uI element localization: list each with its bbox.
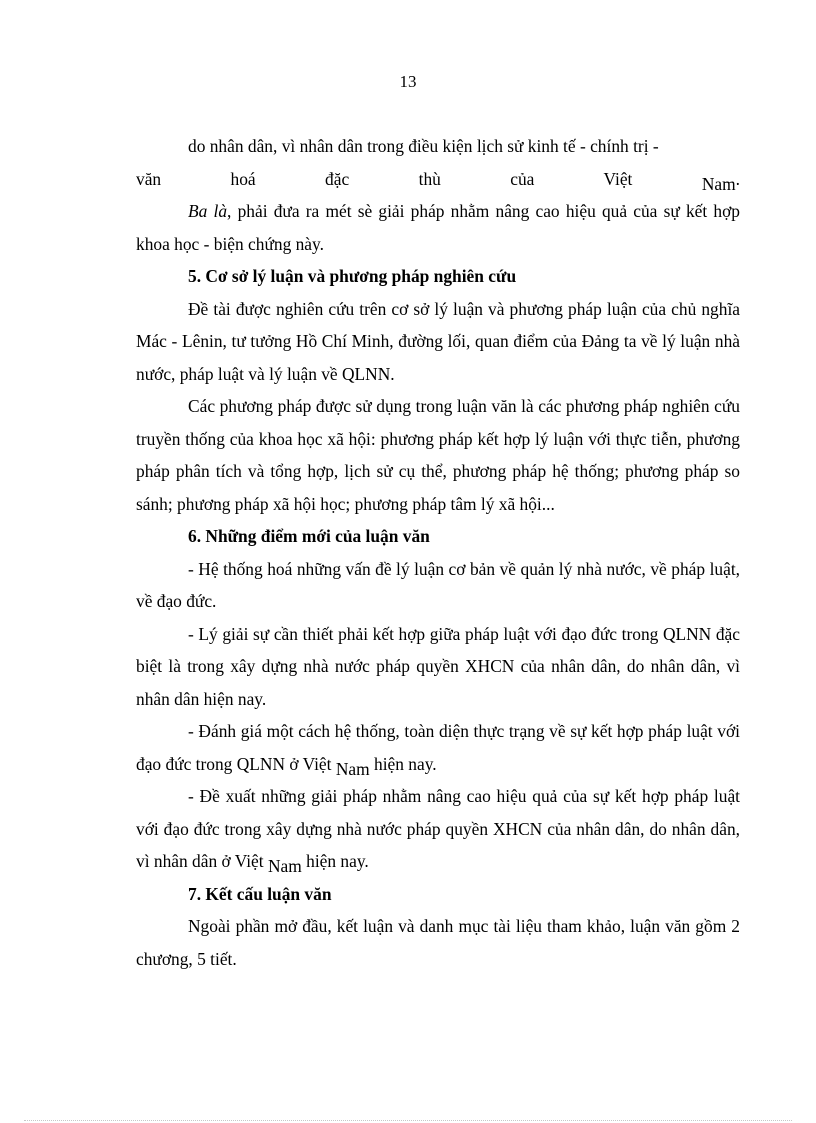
intro-paragraph-ba-la [136, 195, 740, 260]
bullet-4-country-lowered: Nam [267, 856, 302, 876]
section-6-heading: 6. Những điểm mới của luận văn [188, 526, 430, 546]
section-6-bullet-1: - Hệ thống hoá những vấn đề lý luận cơ bản về quản lý nhà nước, về pháp luật, về đạo đức. [136, 558, 740, 611]
section-5-paragraph-1: Đề tài được nghiên cứu trên cơ sở lý luận và phương pháp luận của chủ nghĩa Mác - Lênin, tư tưởng Hồ Chí Minh, đường lối, quan điểm của Đảng ta về lý luận nhà nước, pháp luật và lý luận về QLNN. [136, 298, 740, 384]
intro-line-2-period: . [735, 168, 740, 189]
bullet-3-end: hiện nay. [369, 753, 437, 774]
section-6-bullet-4 [136, 780, 740, 878]
bullet-3-country-lowered: Nam [335, 758, 370, 779]
country-name-lowered: Nam [701, 173, 736, 194]
ba-la-text: , phải đưa ra mét sè giải pháp nhằm nâng cao hiệu quả của sự kết hợp khoa học - biện chứng này. [136, 201, 740, 254]
intro-line-1: do nhân dân, vì nhân dân trong điều kiện lịch sử kinh tế - chính trị - [188, 136, 659, 156]
section-7-paragraph-1: Ngoài phần mở đầu, kết luận và danh mục tài liệu tham khảo, luận văn gồm 2 chương, 5 tiết. [136, 916, 740, 969]
document-body [136, 130, 740, 975]
bullet-4-end: hiện nay. [301, 851, 369, 871]
bullet-4-text: - Đề xuất những giải pháp nhằm nâng cao hiệu quả của sự kết hợp pháp luật với đạo đức trong xây dựng nhà nước pháp quyền XHCN của nhân dân, do nhân dân, vì nhân dân ở Việt [136, 786, 740, 871]
page-bottom-divider [24, 1120, 792, 1121]
bullet-3-text: - Đánh giá một cách hệ thống, toàn diện thực trạng về sự kết hợp pháp luật với đạo đức trong QLNN ở Việt [136, 721, 740, 774]
page-number: 13 [399, 72, 417, 91]
section-7-heading: 7. Kết cấu luận văn [188, 883, 332, 904]
section-6-bullet-3 [136, 715, 740, 780]
section-6-bullet-2: - Lý giải sự cần thiết phải kết hợp giữa pháp luật với đạo đức trong QLNN đặc biệt là trong xây dựng nhà nước pháp quyền XHCN của nhân dân, do nhân dân, vì nhân dân hiện nay. [136, 623, 740, 709]
section-5-paragraph-2: Các phương pháp được sử dụng trong luận văn là các phương pháp nghiên cứu truyền thống của khoa học xã hội: phương pháp kết hợp lý luận với thực tiễn, phương pháp phân tích và tổng hợp, lịch sử cụ thể, phương pháp hệ thống; phương pháp so sánh; phương pháp xã hội học; phương pháp tâm lý xã hội... [136, 396, 740, 514]
intro-line-2-text: văn hoá đặc thù của Việt [136, 168, 633, 189]
section-5-heading: 5. Cơ sở lý luận và phương pháp nghiên cứu [188, 266, 517, 286]
intro-line-2 [136, 163, 740, 196]
ba-la-italic: Ba là [188, 201, 228, 221]
